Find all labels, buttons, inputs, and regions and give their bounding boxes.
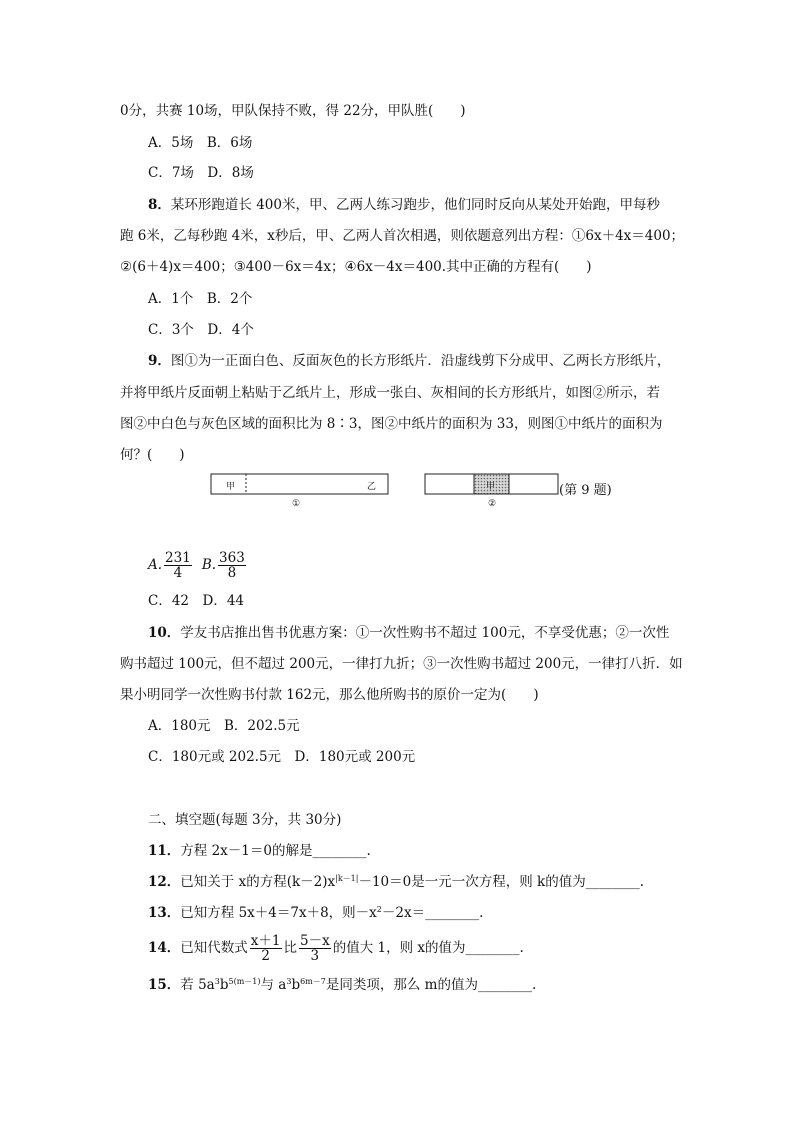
q15-t1: 若 5a [180,977,215,993]
q14-f2-numerator: 5－x [300,933,330,949]
q9-text1: 图①为一正面白色、反面灰色的长方形纸片．沿虚线剪下分成甲、乙两长方形纸片， [170,353,671,369]
q15-s4: 6m－7 [300,977,326,986]
q8-number: 8． [148,197,171,213]
q14-fraction2 [299,934,331,963]
q10-text1: 学友书店推出售书优惠方案：①一次性购书不超过 100元，不享受优惠；②一次性 [180,625,670,641]
q14-fraction1 [250,934,282,963]
q13-exponent: 2 [376,905,382,914]
q14-f1-numerator: x＋1 [250,933,281,949]
q12 [148,872,644,892]
q15-number: 15． [148,977,181,993]
q9-number: 9． [148,353,171,369]
q15-t3: 与 a [260,977,287,993]
q9-line2: 并将甲纸片反面朝上粘贴于乙纸片上，形成一张白、灰相间的长方形纸片，如图②所示，若 [120,385,660,401]
q13-text-pre: 已知方程 5x＋4＝7x＋8，则－x [180,905,377,921]
q15-s3: 3 [286,977,292,986]
q12-exponent: |k－1| [335,874,359,883]
q9-optA-fraction [164,551,192,580]
q9-line3: 图②中白色与灰色区域的面积比为 8∶3，图②中纸片的面积为 33，则图①中纸片的面积为 [120,416,663,432]
q9-figure [0,0,793,520]
q11-number: 11． [148,843,181,859]
q12-text-pre: 已知关于 x的方程(k－2)x [180,874,336,890]
q13-number: 13． [148,905,181,921]
q10-number: 10． [148,625,181,641]
q14-text-pre: 已知代数式 [180,940,248,956]
q15-s1: 3 [214,977,220,986]
q9-optA-numerator: 231 [165,550,191,566]
q14-f2-denominator: 3 [310,948,320,964]
q8-options-cd: C．3个 D．4个 [148,322,254,338]
q14-f1-denominator: 2 [261,948,270,964]
q9-optB-numerator: 363 [219,550,245,566]
q14-number: 14． [148,940,181,956]
q13 [148,903,483,923]
q7-options-cd: C．7场 D．8场 [148,165,254,181]
q8-line3: ②(6＋4)x＝400；③400－6x＝4x；④6x－4x＝400.其中正确的方程有( ) [120,259,592,275]
q12-text-post: －10＝0是一元一次方程，则 k的值为________. [358,874,644,890]
q13-text-post: －2x＝________. [381,905,484,921]
q9-optA-letter: A. [148,557,163,573]
q15-s2: 5(m－1) [228,977,261,986]
q9-optB-letter: B. [201,557,217,573]
figure1-jia-label: 甲 [226,482,236,492]
q8-line2: 跑 6米，乙每秒跑 4米，x秒后，甲、乙两人首次相遇，则依题意列出方程：①6x＋4x＝400； [120,228,685,244]
figure1-yi-label: 乙 [367,482,377,492]
q9-optB-denominator: 8 [227,565,237,581]
q15-t2: b [219,977,229,993]
q10-line1 [148,623,669,643]
q9-line4: 何？( ) [120,447,185,463]
q10-line2: 购书超过 100元，但不超过 200元，一律打九折；③一次性购书超过 200元，一律打八折．如 [120,656,683,672]
q9-options-cd: C．42 D．44 [148,593,245,609]
figure1-strip [211,474,388,494]
q14 [148,933,524,963]
q15-t5: 是同类项，那么 m的值为________. [325,977,537,993]
q12-number: 12． [148,874,181,890]
q9-options-ab [148,550,248,580]
q7-continuation: 0分，共赛 10场，甲队保持不败，得 22分，甲队胜( ) [120,103,466,119]
q9-optB-fraction [218,551,246,580]
q15-t4: b [291,977,301,993]
q8-text1: 某环形跑道长 400米，甲、乙两人练习跑步，他们同时反向从某处开始跑，甲每秒 [170,197,660,213]
figure2-jia-label: 甲 [486,482,496,492]
figure1-caption: ① [292,499,301,509]
q8-options-ab: A．1个 B．2个 [148,291,253,307]
q14-text-post: 的值大 1，则 x的值为________. [332,940,524,956]
q15 [148,975,536,995]
figure2-caption: ② [488,499,497,509]
figure-number-caption: (第 9 题) [559,483,612,498]
q11-text: 方程 2x－1＝0的解是________. [180,843,371,859]
q7-options-ab: A．5场 B．6场 [148,135,253,151]
q10-line3: 果小明同学一次性购书付款 162元，那么他所购书的原价一定为( ) [120,687,539,703]
q10-options-cd: C．180元或 202.5元 D．180元或 200元 [148,749,416,765]
q11 [148,841,371,861]
q14-text-mid: 比 [283,940,297,956]
section-heading: 二、填空题(每题 3分，共 30分) [148,812,342,828]
q9-optA-denominator: 4 [173,565,183,581]
q10-options-ab: A．180元 B．202.5元 [148,718,300,734]
